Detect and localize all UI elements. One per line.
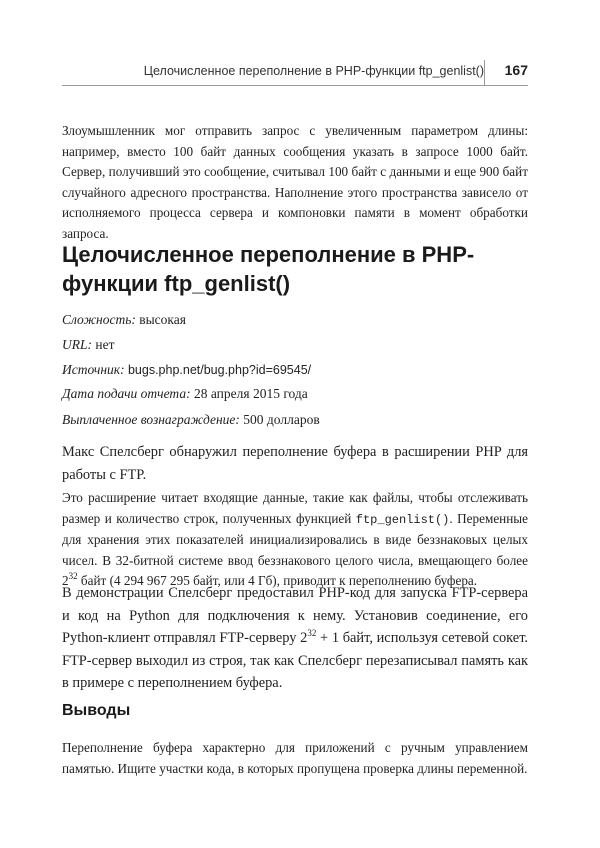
date-value: 28 апреля 2015 года bbox=[193, 386, 308, 401]
paragraph-extension bbox=[62, 488, 528, 592]
header-rule bbox=[62, 85, 528, 86]
inline-code: ftp_genlist() bbox=[355, 512, 450, 527]
p2-text-1: Это расширение читает входящие данные, такие как файлы, чтобы отслеживать размер и количество строк, полученных функцией bbox=[62, 490, 528, 526]
section-title: Целочисленное переполнение в PHP-функции ftp_genlist() bbox=[62, 242, 475, 296]
meta-source bbox=[62, 362, 528, 378]
date-label: Дата подачи отчета: bbox=[62, 386, 191, 401]
p2-text-2: . Переменные для хранения этих показателей инициализировались в виде беззнаковых целых чисел. В 32-битной системе ввод беззнакового целого числа, вмещающего более 2 bbox=[62, 510, 529, 588]
bounty-value: 500 долларов bbox=[243, 412, 320, 427]
meta-bounty bbox=[62, 412, 528, 428]
source-link[interactable]: bugs.php.net/bug.php?id=69545/ bbox=[127, 363, 312, 377]
paragraph-discovery: Макс Спелсберг обнаружил переполнение буфера в расширении PHP для работы с FTP. bbox=[62, 444, 528, 483]
difficulty-label: Сложность: bbox=[62, 312, 136, 327]
p2-superscript: 32 bbox=[68, 571, 78, 581]
header-divider bbox=[484, 60, 485, 86]
meta-url bbox=[62, 337, 528, 353]
paragraph-demo bbox=[62, 582, 528, 695]
meta-date bbox=[62, 386, 528, 402]
conclusions-title: Выводы bbox=[62, 702, 131, 719]
p3-text-2: + 1 байт, используя сетевой сокет. FTP-сервер выходил из строя, так как Спелсберг перезаписывал память как в примере с переполнением буфера. bbox=[62, 630, 528, 691]
p3-superscript: 32 bbox=[307, 628, 317, 638]
page-number: 167 bbox=[504, 62, 528, 78]
meta-difficulty bbox=[62, 312, 528, 328]
url-value: нет bbox=[95, 337, 115, 352]
bounty-label: Выплаченное вознаграждение: bbox=[62, 412, 240, 427]
p3-text-1: В демонстрации Спелсберг предоставил PHP-код для запуска FTP-сервера и код на Python для подключения к нему. Установив соединение, его Python-клиент отправлял FTP-серверу 2 bbox=[62, 585, 528, 646]
difficulty-value: высокая bbox=[139, 312, 186, 327]
running-header bbox=[62, 64, 528, 78]
source-label: Источник: bbox=[62, 362, 125, 377]
intro-paragraph: Злоумышленник мог отправить запрос с увеличенным параметром длины: например, вместо 100 байт данных сообщения указать в запросе 1000 байт. Сервер, получивший это сообщение, считывал 100 байт с данными и еще 900 байт случайного адресного пространства. Наполнение этого пространства зависело от исполняемого процесса сервера и компоновки памяти в момент обработки запроса. bbox=[62, 123, 528, 241]
conclusions-paragraph: Переполнение буфера характерно для приложений с ручным управлением памятью. Ищите участки кода, в которых пропущена проверка длины переменной. bbox=[62, 740, 528, 776]
url-label: URL: bbox=[62, 337, 92, 352]
running-title: Целочисленное переполнение в PHP-функции ftp_genlist() bbox=[143, 64, 484, 78]
p2-text-3: байт (4 294 967 295 байт, или 4 Гб), приводит к переполнению буфера. bbox=[77, 573, 478, 588]
